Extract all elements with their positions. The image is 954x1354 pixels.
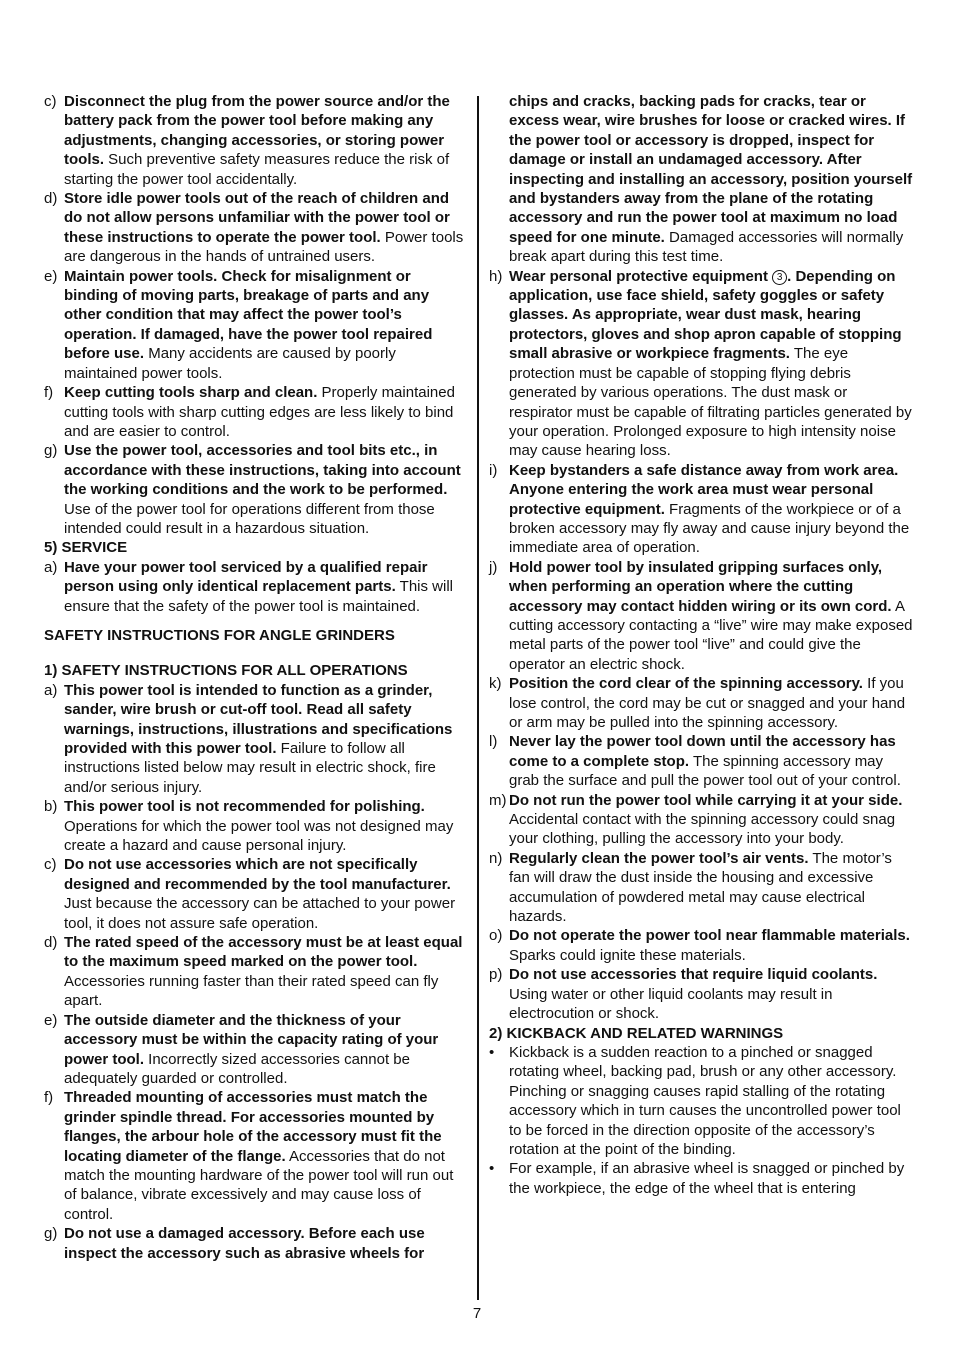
section-heading: 5) SERVICE: [44, 539, 128, 557]
list-item: g) Use the power tool, accessories and tool bits etc., in accordance with these instructions, taking into account the working conditions and the work to be performed. Use of the power tool for operations different from those intended could result in a hazardous situation.: [44, 442, 461, 537]
list-item: a) Have your power tool serviced by a qualified repair person using only identical replacement parts. This will ensure that the safety of the power tool is maintained.: [44, 558, 453, 615]
section-heading: 2) KICKBACK AND RELATED WARNINGS: [489, 1024, 784, 1042]
page-title: SAFETY INSTRUCTIONS FOR ANGLE GRINDERS: [44, 626, 395, 644]
left-column: [44, 92, 466, 1263]
list-item: e) The outside diameter and the thickness of your accessory must be within the capacity rating of your power tool. Incorrectly sized accessories cannot be adequately guarded or controlled.: [44, 1011, 439, 1087]
list-item: c) Disconnect the plug from the power source and/or the battery pack from the power tool before making any adjustments, changing accessories, or storing power tools. Such preventive safety measures reduce the risk of starting the power tool accidentally.: [44, 93, 450, 188]
list-item: p) Do not use accessories that require liquid coolants. Using water or other liquid coolants may result in electrocution or shock.: [489, 966, 878, 1023]
list-item: a) This power tool is intended to function as a grinder, sander, wire brush or cut-off tool. Read all safety warnings, instructions, illustrations and specifications provided with this power tool. Failure to follow all instructions listed below may result in electric shock, fire and/or serious injury.: [44, 681, 453, 796]
list-item: o) Do not operate the power tool near flammable materials. Sparks could ignite these materials.: [489, 927, 910, 964]
column-divider: [477, 96, 479, 1300]
list-item: g) Do not use a damaged accessory. Before each use inspect the accessory such as abrasive wheels for: [44, 1225, 425, 1262]
page-number: 7: [472, 1305, 482, 1322]
list-item: k) Position the cord clear of the spinning accessory. If you lose control, the cord may be cut or snagged and your hand or arm may be pulled into the spinning accessory.: [489, 675, 906, 731]
list-item: n) Regularly clean the power tool’s air vents. The motor’s fan will draw the dust inside the housing and excessive accumulation of powdered metal may cause electrical hazards.: [489, 849, 892, 926]
list-item: m) Do not run the power tool while carrying it at your side. Accidental contact with the spinning accessory could snag your clothing, pulling the accessory into your body.: [489, 791, 903, 848]
right-column: [489, 92, 914, 1198]
list-item: b) This power tool is not recommended for polishing. Operations for which the power tool was not designed may create a hazard and cause personal injury.: [44, 798, 454, 855]
bullet-item: • For example, if an abrasive wheel is snagged or pinched by the workpiece, the edge of the wheel that is entering: [489, 1160, 905, 1197]
list-item-continuation: chips and cracks, backing pads for cracks, tear or excess wear, wire brushes for loose or cracked wires. If the power tool or accessory is dropped, inspect for damage or install an undamaged accessory. After inspecting and installing an accessory, position yourself and bystanders away from the plane of the rotating accessory and run the power tool at maximum no load speed for one minute. Damaged accessories will normally break apart during this test time.: [509, 93, 913, 266]
list-item: j) Hold power tool by insulated gripping surfaces only, when performing an operation where the cutting accessory may contact hidden wiring or its own cord. A cutting accessory contacting a “live” wire may make exposed metal parts of the power tool “live” and could give the operator an electric shock.: [489, 558, 913, 673]
list-item: i) Keep bystanders a safe distance away from work area. Anyone entering the work area must wear personal protective equipment. Fragments of the workpiece or of a broken accessory may fly away and cause injury beyond the immediate area of operation.: [489, 461, 910, 557]
list-item: d) Store idle power tools out of the reach of children and do not allow persons unfamiliar with the power tool or these instructions to operate the power tool. Power tools are dangerous in the hands of untrained users.: [44, 190, 464, 266]
list-item: h) Wear personal protective equipment 3 . Depending on application, use face shield, safety goggles or safety glasses. As appropriate, wear dust mask, hearing protectors, gloves and shop apron capable of stopping small abrasive or workpiece fragments. The eye protection must be capable of stopping flying debris generated by various operations. The dust mask or respirator must be capable of filtrating particles generated by your operation. Prolonged exposure to high intensity noise may cause hearing loss.: [489, 267, 912, 460]
list-item: f) Keep cutting tools sharp and clean. Properly maintained cutting tools with sharp cutting edges are less likely to bind and are easier to control.: [44, 384, 455, 440]
list-item: d) The rated speed of the accessory must be at least equal to the maximum speed marked on the power tool. Accessories running faster than their rated speed can fly apart.: [44, 934, 463, 1010]
list-item: f) Threaded mounting of accessories must match the grinder spindle thread. For accessories mounted by flanges, the arbour hole of the accessory must fit the locating diameter of the flange. Accessories that do not match the mounting hardware of the power tool will run out of balance, vibrate excessively and may cause loss of control.: [44, 1089, 454, 1223]
list-item: l) Never lay the power tool down until the accessory has come to a complete stop. The spinning accessory may grab the surface and pull the power tool out of your control.: [489, 733, 901, 790]
section-heading: 1) SAFETY INSTRUCTIONS FOR ALL OPERATIONS: [44, 662, 408, 680]
figure-reference-marker: 3: [772, 270, 787, 285]
list-item: e) Maintain power tools. Check for misalignment or binding of moving parts, breakage of parts and any other condition that may affect the power tool’s operation. If damaged, have the power tool repaired before use. Many accidents are caused by poorly maintained power tools.: [44, 267, 433, 382]
list-item: c) Do not use accessories which are not specifically designed and recommended by the tool manufacturer. Just because the accessory can be attached to your power tool, it does not assure safe operation.: [44, 856, 456, 932]
bullet-item: • Kickback is a sudden reaction to a pinched or snagged rotating wheel, backing pad, brush or any other accessory. Pinching or snagging causes rapid stalling of the rotating accessory which in turn causes the uncontrolled power tool to be forced in the direction opposite of the accessory’s rotation at the point of the binding.: [489, 1043, 901, 1158]
